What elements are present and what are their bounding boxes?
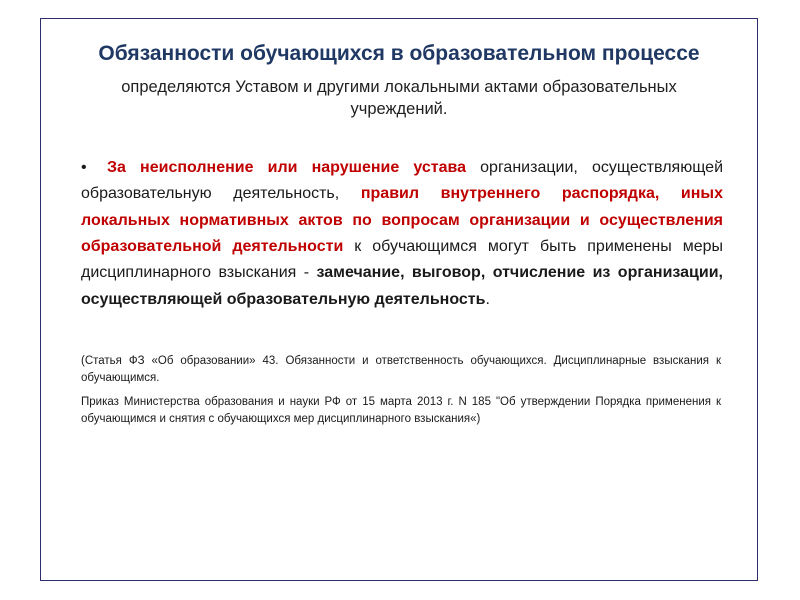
bullet-paragraph bbox=[81, 155, 723, 313]
slide-frame bbox=[40, 18, 758, 581]
bullet-marker: • bbox=[81, 158, 87, 176]
bullet-segment-plain-3: . bbox=[485, 290, 490, 308]
source-notes bbox=[67, 353, 731, 428]
body-paragraph bbox=[67, 155, 731, 313]
bullet-segment-plain-2: к обучающимся могут быть применены меры дисциплинарного взыскания - bbox=[81, 237, 723, 282]
bullet-segment-red-1: За неисполнение или нарушение устава bbox=[107, 158, 467, 176]
bullet-segment-red-2: правил внутреннего распорядка, иных локальных нормативных актов по вопросам организации и осуществления образовательной деятельности bbox=[81, 185, 723, 255]
bullet-segment-plain-1: организации, осуществляющей образовательную деятельность, bbox=[81, 158, 724, 203]
bullet-segment-bold: замечание, выговор, отчисление из организации, осуществляющей образовательную деятельность bbox=[81, 264, 724, 308]
page-subtitle: определяются Уставом и другими локальными актами образовательных учреждений. bbox=[121, 78, 677, 119]
source-note-1: (Статья ФЗ «Об образовании» 43. Обязанности и ответственность обучающихся. Дисциплинарные взыскания к обучающимся. bbox=[81, 355, 721, 384]
slide-content bbox=[41, 19, 757, 428]
source-note-2: Приказ Министерства образования и науки РФ от 15 марта 2013 г. N 185 "Об утверждении Порядка применения к обучающимся и снятия с обучающихся мер дисциплинарного взыскания«) bbox=[81, 396, 721, 426]
page-title: Обязанности обучающихся в образовательном процессе bbox=[98, 42, 700, 65]
